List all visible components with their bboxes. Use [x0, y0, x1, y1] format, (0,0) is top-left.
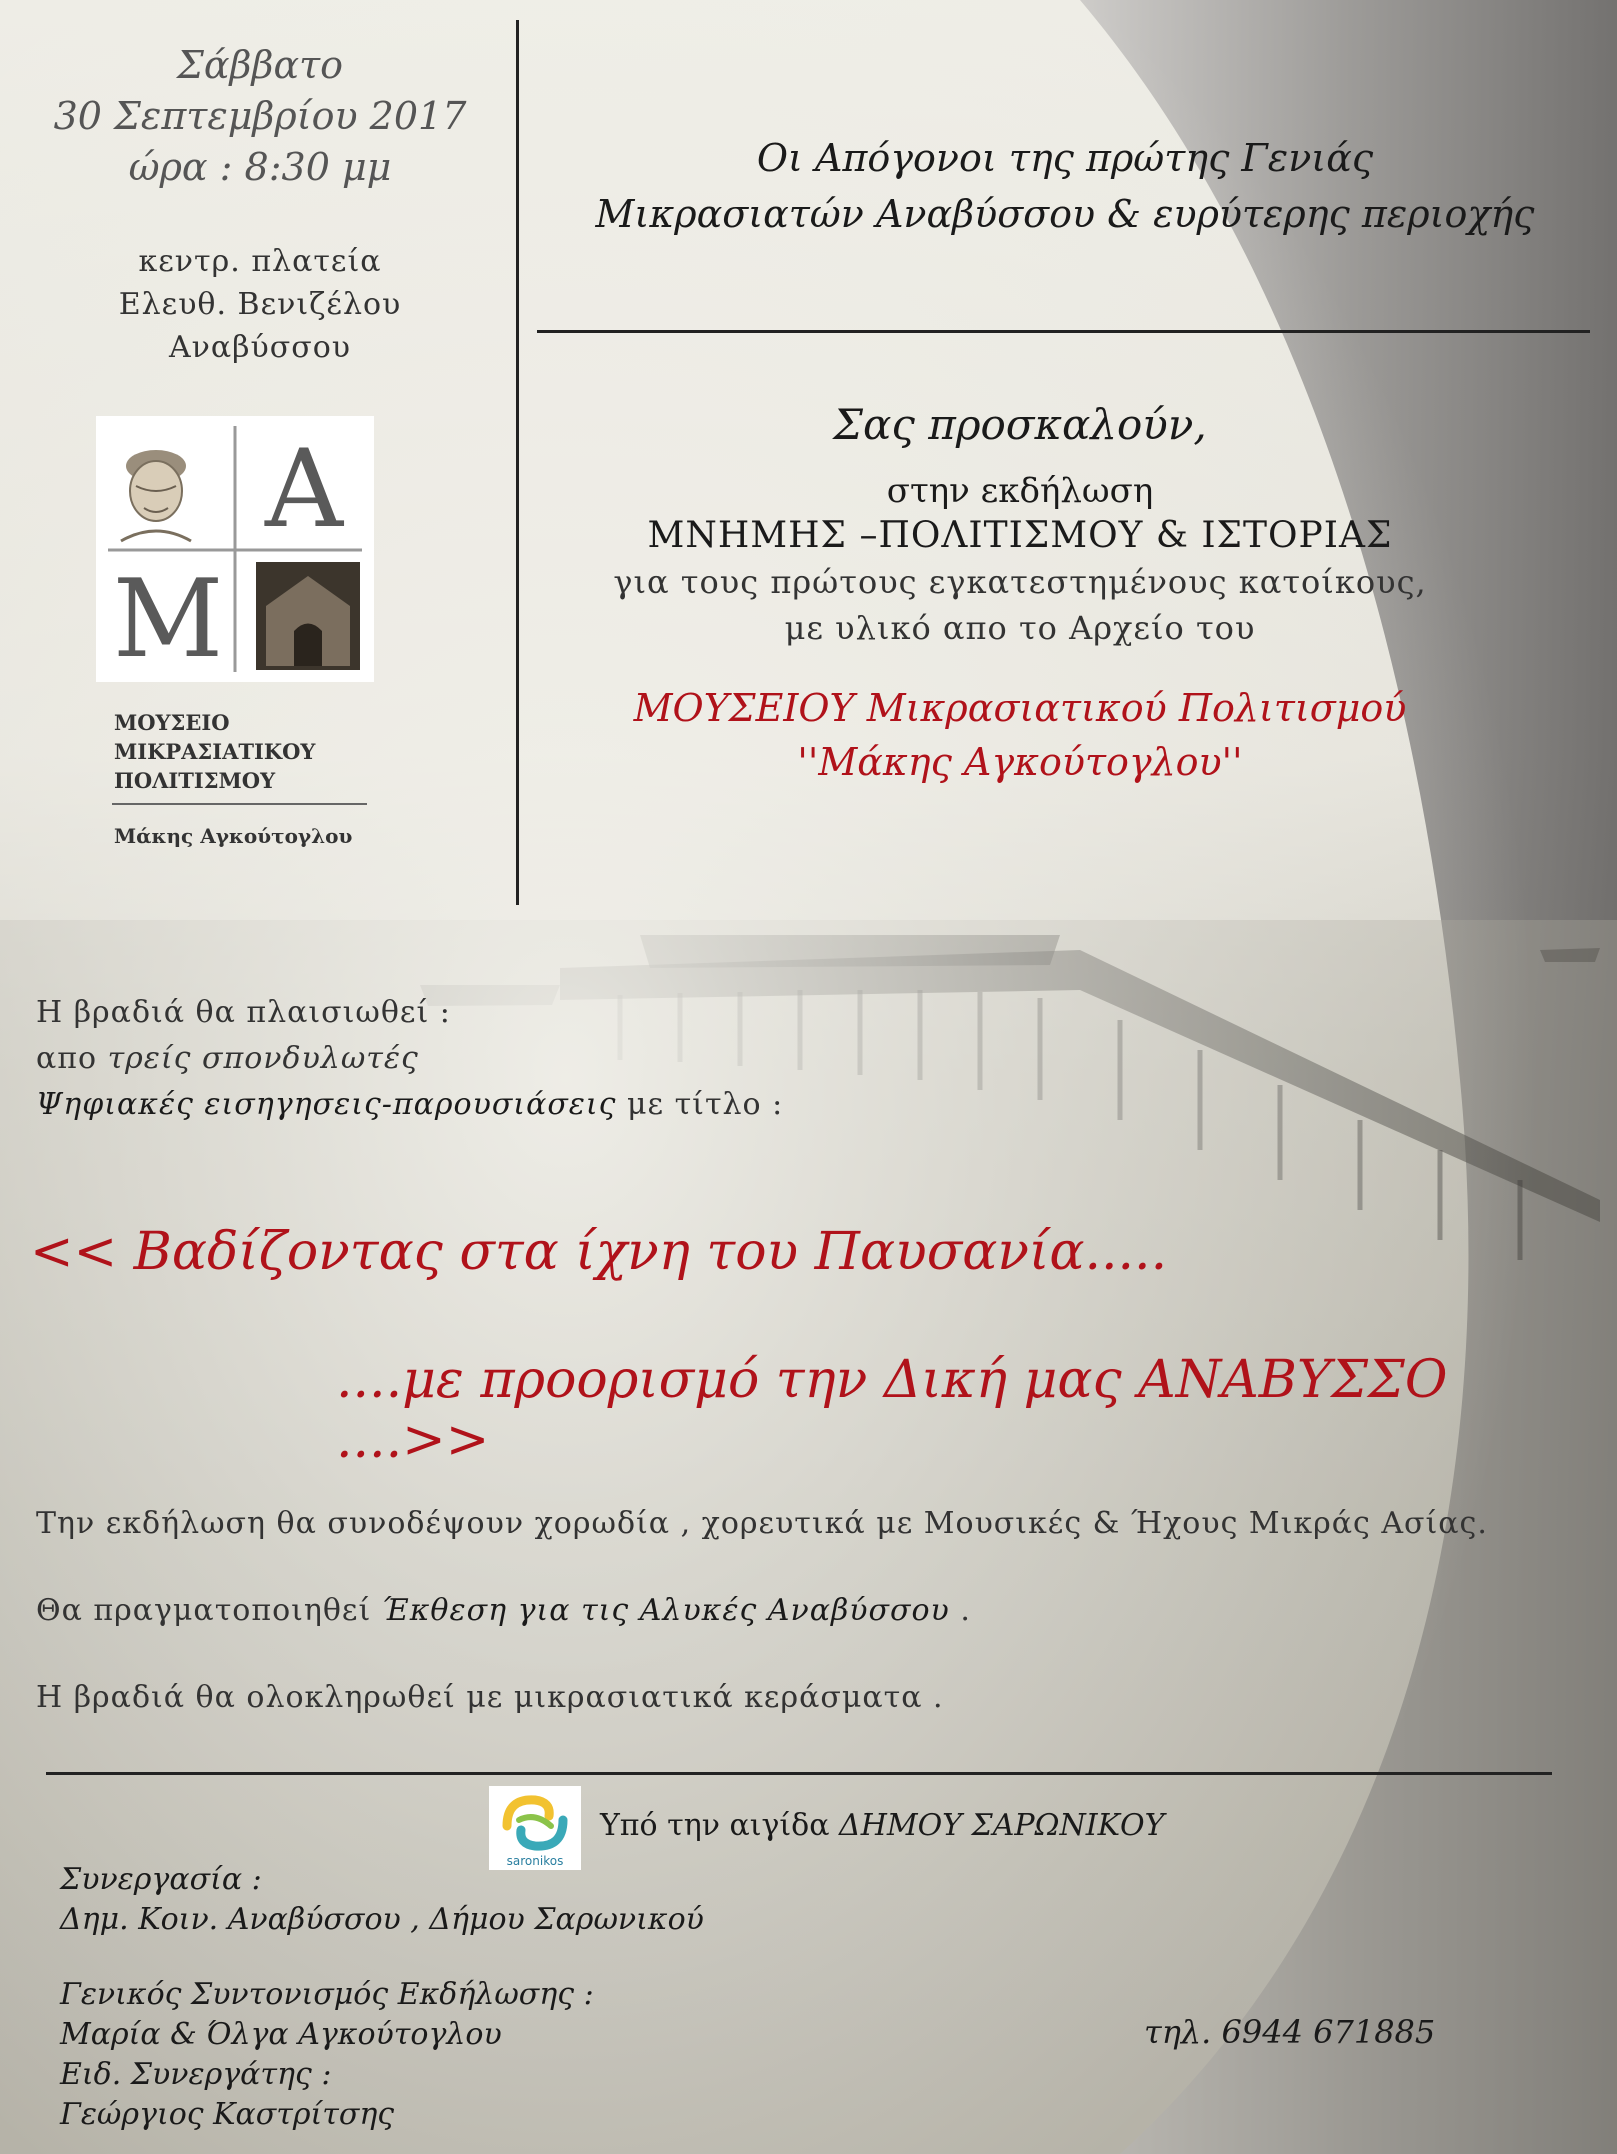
presentation-title-part2: ....με προορισμό την Δική μας ΑΝΑΒΥΣΣΟ ....>> [336, 1350, 1448, 1470]
date-full: 30 Σεπτεμβρίου 2017 [53, 94, 467, 138]
saronikos-logo [489, 1786, 581, 1870]
evening-line: Η βραδιά θα πλαισιωθεί : [36, 995, 451, 1030]
partner-value: Γεώργιος Καστρίτσης [60, 2097, 395, 2132]
venue-line: κεντρ. πλατεία [138, 244, 382, 279]
museum-title-line: ΜΟΥΣΕΙΟ [114, 710, 230, 735]
museum-person: ''Μάκης Αγκούτογλου'' [797, 740, 1243, 784]
aegis-line [600, 1808, 1164, 1843]
coordination-value: Μαρία & Όλγα Αγκούτογλου [60, 2017, 502, 2052]
details-closing: Η βραδιά θα ολοκληρωθεί με μικρασιατικά κεράσματα . [36, 1680, 944, 1715]
organizers-line: Οι Απόγονοι της πρώτης Γενιάς [756, 136, 1374, 180]
exhibition-title: Έκθεση για τις Αλυκές Αναβύσσου [381, 1593, 950, 1628]
museum-title-line: ΜΙΚΡΑΣΙΑΤΙΚΟΥ [114, 739, 316, 764]
aegis-municipality: ΔΗΜΟΥ ΣΑΡΩΝΙΚΟΥ [839, 1808, 1165, 1843]
date-day: Σάββατο [176, 43, 344, 87]
invitation-block [540, 395, 1500, 789]
organizers [540, 130, 1590, 242]
event-date [0, 40, 520, 193]
saronikos-logo-icon [489, 1786, 581, 1870]
details-music: Την εκδήλωση θα συνοδέψουν χορωδία , χορευτικά με Μουσικές & Ήχους Μικράς Ασίας. [36, 1506, 1488, 1541]
evening-line [36, 1082, 783, 1128]
evening-text: με τίτλο : [616, 1087, 784, 1122]
evening-line [36, 1036, 783, 1082]
chapel-photo-icon [256, 562, 360, 670]
museum-title [114, 708, 315, 795]
invitation-event: στην εκδήλωση [886, 471, 1154, 511]
museum-person-name: Μάκης Αγκούτογλου [114, 824, 353, 848]
svg-text:saronikos: saronikos [506, 1854, 564, 1868]
venue-line: Αναβύσσου [169, 330, 351, 365]
museum-title-divider [112, 803, 367, 805]
evening-description [36, 990, 783, 1128]
aegis-text: Υπό την αιγίδα [600, 1808, 840, 1843]
header-divider [537, 330, 1590, 333]
contact-phone: τηλ. 6944 671885 [1144, 2013, 1436, 2051]
details-text: . [949, 1593, 971, 1628]
evening-text: απο [36, 1041, 108, 1076]
footer-divider [46, 1772, 1552, 1775]
venue-line: Ελευθ. Βενιζέλου [118, 287, 402, 322]
details-exhibition [36, 1593, 971, 1628]
cooperation-value: Δημ. Κοιν. Αναβύσσου , Δήμου Σαρωνικού [60, 1902, 704, 1937]
organizers-line: Μικρασιατών Αναβύσσου & ευρύτερης περιοχής [595, 192, 1535, 236]
partner-label: Ειδ. Συνεργάτης : [60, 2057, 332, 2092]
coordination-label: Γενικός Συντονισμός Εκδήλωσης : [60, 1977, 594, 2012]
vertical-divider [516, 20, 519, 905]
invitation-audience: για τους πρώτους εγκατεστημένους κατοίκους, [613, 563, 1427, 601]
svg-text:Μ: Μ [112, 557, 224, 682]
evening-emphasis: τρείς σπονδυλωτές [107, 1041, 419, 1076]
event-venue [60, 240, 460, 369]
invitation-source: με υλικό απο το Αρχείο του [784, 609, 1256, 647]
museum-name: ΜΟΥΣΕΙΟΥ Μικρασιατικού Πολιτισμού [633, 686, 1407, 730]
details-text: Θα πραγματοποιηθεί [36, 1593, 382, 1628]
invitation-greeting: Σας προσκαλούν, [833, 400, 1207, 449]
cooperation-label: Συνεργασία : [60, 1862, 262, 1897]
evening-emphasis: Ψηφιακές εισηγησεις-παρουσιάσεις [36, 1087, 617, 1122]
presentation-title-part1: << Βαδίζοντας στα ίχνη του Παυσανία..... [30, 1222, 1168, 1282]
svg-text:Α: Α [265, 427, 343, 552]
date-time: ώρα : 8:30 μμ [128, 145, 392, 189]
invitation-theme: ΜΝΗΜΗΣ –ΠΟΛΙΤΙΣΜΟΥ & ΙΣΤΟΡΙΑΣ [647, 515, 1393, 556]
museum-title-line: ΠΟΛΙΤΙΣΜΟΥ [114, 768, 276, 793]
museum-logo [96, 416, 374, 682]
museum-logo-graphic [96, 416, 374, 682]
